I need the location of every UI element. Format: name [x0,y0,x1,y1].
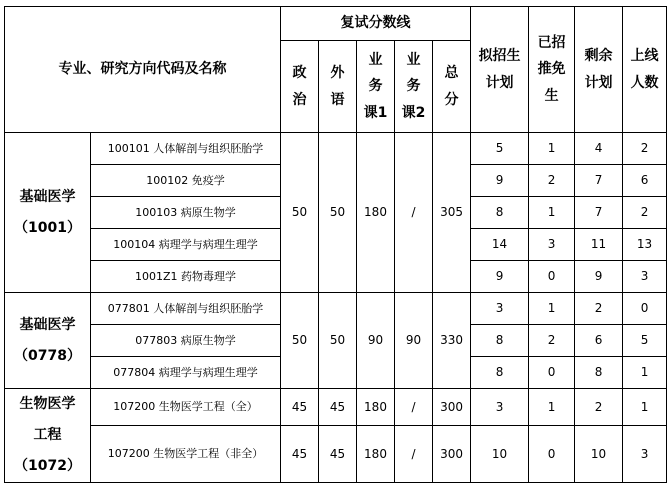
group-name: 基础医学 （1001） [5,133,91,293]
recommended-cell: 1 [529,197,575,229]
course1-score: 180 [357,389,395,426]
course1-score: 180 [357,133,395,293]
table-row [5,133,667,165]
foreign-score: 50 [319,133,357,293]
remaining-cell: 6 [575,325,623,357]
direction-cell: 077803 病原生物学 [91,325,281,357]
remaining-cell: 8 [575,357,623,389]
recommended-cell: 0 [529,261,575,293]
total-score: 300 [433,426,471,483]
online-cell: 5 [623,325,667,357]
online-cell: 3 [623,426,667,483]
program-header: 专业、研究方向代码及名称 [5,7,281,133]
recommended-cell: 3 [529,229,575,261]
recommended-cell: 2 [529,165,575,197]
course1-header: 业 务 课1 [357,41,395,133]
course2-header: 业 务 课2 [395,41,433,133]
foreign-score: 50 [319,293,357,389]
online-cell: 1 [623,389,667,426]
politics-score: 50 [281,293,319,389]
remaining-cell: 2 [575,389,623,426]
politics-score: 45 [281,426,319,483]
direction-cell: 077801 人体解剖与组织胚胎学 [91,293,281,325]
direction-cell: 100103 病原生物学 [91,197,281,229]
online-header: 上线 人数 [623,7,667,133]
plan-cell: 3 [471,389,529,426]
online-cell: 0 [623,293,667,325]
remaining-cell: 7 [575,165,623,197]
course1-score: 180 [357,426,395,483]
course1-score: 90 [357,293,395,389]
recommended-cell: 2 [529,325,575,357]
remaining-cell: 11 [575,229,623,261]
recommended-cell: 1 [529,133,575,165]
plan-cell: 8 [471,325,529,357]
total-score: 305 [433,133,471,293]
recommended-cell: 0 [529,357,575,389]
direction-cell: 107200 生物医学工程（全） [91,389,281,426]
direction-cell: 100104 病理学与病理生理学 [91,229,281,261]
online-cell: 2 [623,133,667,165]
recommended-cell: 1 [529,389,575,426]
plan-cell: 8 [471,357,529,389]
politics-score: 45 [281,389,319,426]
direction-cell: 100102 免疫学 [91,165,281,197]
online-cell: 2 [623,197,667,229]
direction-cell: 107200 生物医学工程（非全） [91,426,281,483]
recommended-cell: 1 [529,293,575,325]
course2-score: / [395,389,433,426]
plan-cell: 9 [471,261,529,293]
politics-header: 政 治 [281,41,319,133]
course2-score: / [395,426,433,483]
plan-cell: 3 [471,293,529,325]
total-score: 300 [433,389,471,426]
plan-cell: 8 [471,197,529,229]
table-row [5,389,667,426]
plan-cell: 14 [471,229,529,261]
group-name: 生物医学 工程 （1072） [5,389,91,483]
table-row [5,293,667,325]
direction-cell: 077804 病理学与病理生理学 [91,357,281,389]
course2-score: 90 [395,293,433,389]
plan-header: 拟招生 计划 [471,7,529,133]
admission-score-table [4,6,667,483]
plan-cell: 5 [471,133,529,165]
foreign-score: 45 [319,389,357,426]
total-score: 330 [433,293,471,389]
foreign-header: 外 语 [319,41,357,133]
remaining-cell: 9 [575,261,623,293]
remaining-cell: 4 [575,133,623,165]
foreign-score: 45 [319,426,357,483]
direction-cell: 1001Z1 药物毒理学 [91,261,281,293]
plan-cell: 9 [471,165,529,197]
remaining-cell: 2 [575,293,623,325]
online-cell: 1 [623,357,667,389]
politics-score: 50 [281,133,319,293]
direction-cell: 100101 人体解剖与组织胚胎学 [91,133,281,165]
table-row [5,426,667,483]
remaining-cell: 7 [575,197,623,229]
course2-score: / [395,133,433,293]
recommended-header: 已招 推免 生 [529,7,575,133]
total-header: 总 分 [433,41,471,133]
group-name: 基础医学 （0778） [5,293,91,389]
remaining-cell: 10 [575,426,623,483]
recommended-cell: 0 [529,426,575,483]
score-line-header: 复试分数线 [281,7,471,41]
online-cell: 3 [623,261,667,293]
online-cell: 13 [623,229,667,261]
online-cell: 6 [623,165,667,197]
remaining-header: 剩余 计划 [575,7,623,133]
plan-cell: 10 [471,426,529,483]
